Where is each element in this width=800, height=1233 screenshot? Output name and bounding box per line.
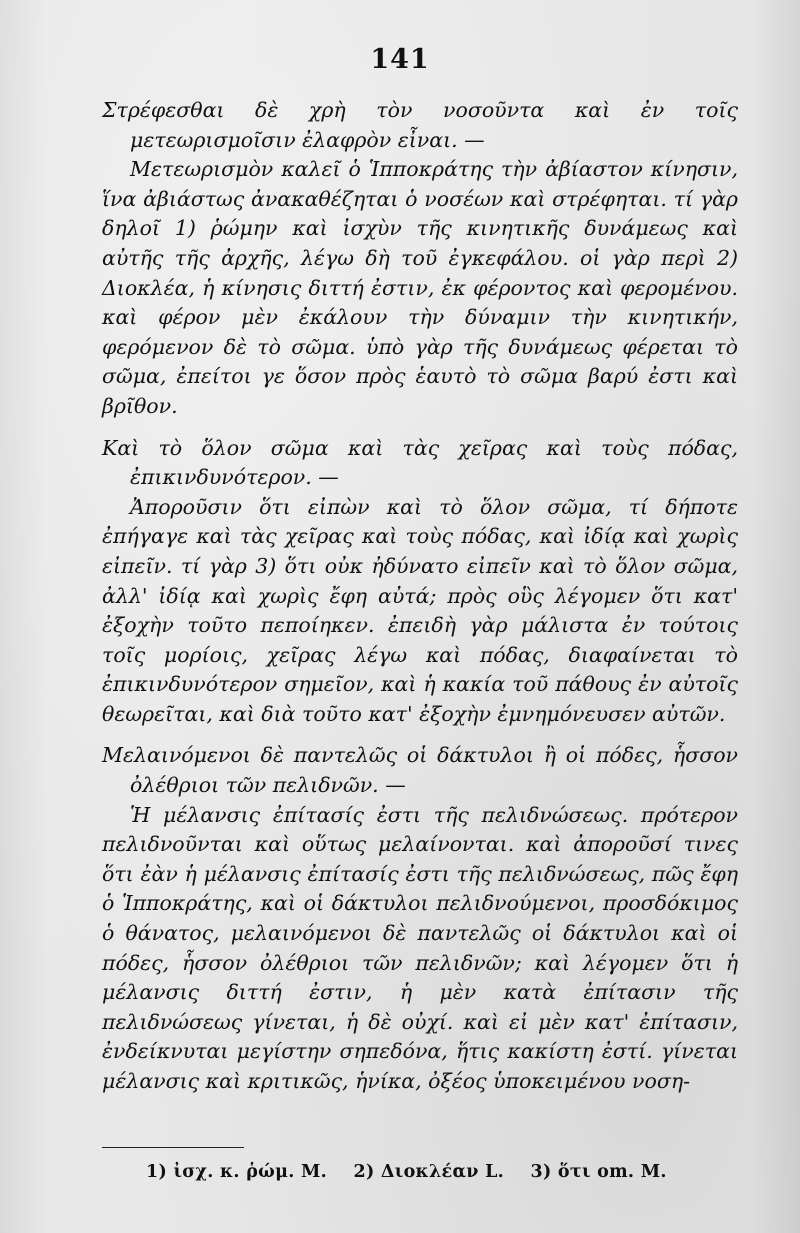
page-number: 141	[370, 44, 430, 75]
lemma-paragraph: Μελαινόμενοι δὲ παντελῶς οἱ δάκτυλοι ἢ οἱ πόδες, ἧσσον ὀλέθριοι τῶν πελιδνῶν. —	[102, 743, 738, 798]
commentary-paragraph: Μετεωρισμὸν καλεῖ ὁ Ἱπποκράτης τὴν ἀβίαστον κίνησιν, ἵνα ἀβιάστως ἀνακαθέζηται ὁ νοσέων καὶ στρέφηται. τί γὰρ δηλοῖ 1) ῥώμην καὶ ἰσχὺν τῆς κινητικῆς δυνάμεως καὶ αὐτῆς τῆς ἀρχῆς, λέγω δὴ τοῦ ἐγκεφάλου. οἱ γὰρ περὶ 2) Διοκλέα, ἡ κίνησις διττή ἐστιν, ἐκ φέροντος καὶ φερομένου. καὶ φέρον μὲν ἐκάλουν τὴν δύναμιν τὴν κινητικήν, φερόμενον δὲ τὸ σῶμα. ὑπὸ γὰρ τῆς δυνάμεως φέρεται τὸ σῶμα, ἐπείτοι γε ὅσον πρὸς ἑαυτὸ τὸ σῶμα βαρύ ἐστι καὶ βρῖθον.	[102, 157, 738, 418]
page-body	[102, 96, 738, 1109]
footnote: 2) Διοκλέαν L.	[353, 1162, 505, 1182]
footnotes	[146, 1162, 746, 1182]
footnote: 1) ἰσχ. κ. ῥώμ. M.	[146, 1162, 328, 1182]
lemma-paragraph: Καὶ τὸ ὅλον σῶμα καὶ τὰς χεῖρας καὶ τοὺς πόδας, ἐπικινδυνότερον. —	[102, 435, 738, 490]
commentary-paragraph: Ἀποροῦσιν ὅτι εἰπὼν καὶ τὸ ὅλον σῶμα, τί δήποτε ἐπήγαγε καὶ τὰς χεῖρας καὶ τοὺς πόδας, καὶ ἰδίᾳ καὶ χωρὶς εἰπεῖν. τί γὰρ 3) ὅτι οὐκ ἠδύνατο εἰπεῖν καὶ τὸ ὅλον σῶμα, ἀλλ' ἰδίᾳ καὶ χωρὶς ἔφη αὐτά; πρὸς οὓς λέγομεν ὅτι κατ' ἐξοχὴν τοῦτο πεποίηκεν. ἐπειδὴ γὰρ μάλιστα ἐν τούτοις τοῖς μορίοις, χεῖρας λέγω καὶ πόδας, διαφαίνεται τὸ ἐπικινδυνότερον σημεῖον, καὶ ἡ κακία τοῦ πάθους ἐν αὐτοῖς θεωρεῖται, καὶ διὰ τοῦτο κατ' ἐξοχὴν ἐμνημόνευσεν αὐτῶν.	[102, 494, 738, 726]
footnote-divider	[102, 1147, 244, 1148]
lemma-paragraph: Στρέφεσθαι δὲ χρὴ τὸν νοσοῦντα καὶ ἐν τοῖς μετεωρισμοῖσιν ἐλαφρὸν εἶναι. —	[102, 98, 738, 152]
footnote: 3) ὅτι om. M.	[530, 1162, 667, 1182]
commentary-paragraph: Ἡ μέλανσις ἐπίτασίς ἐστι τῆς πελιδνώσεως. πρότερον πελιδνοῦνται καὶ οὕτως μελαίνονται. καὶ ἀποροῦσί τινες ὅτι ἐὰν ἡ μέλανσις ἐπίτασίς ἐστι τῆς πελιδνώσεως, πῶς ἔφη ὁ Ἱπποκράτης, καὶ οἱ δάκτυλοι πελιδνούμενοι, προσδόκιμος ὁ θάνατος, μελαινόμενοι δὲ παντελῶς οἱ δάκτυλοι καὶ οἱ πόδες, ἧσσον ὀλέθριοι τῶν πελιδνῶν; καὶ λέγομεν ὅτι ἡ μέλανσις διττή ἐστιν, ἡ μὲν κατὰ ἐπίτασιν τῆς πελιδνώσεως γίνεται, ἡ δὲ οὐχί. καὶ εἰ μὲν κατ' ἐπίτασιν, ἐνδείκνυται μεγίστην σηπεδόνα, ἥτις κακίστη ἐστί. γίνεται μέλανσις καὶ κριτικῶς, ἡνίκα, ὀξέος ὑποκειμένου νοση-	[102, 802, 738, 1093]
